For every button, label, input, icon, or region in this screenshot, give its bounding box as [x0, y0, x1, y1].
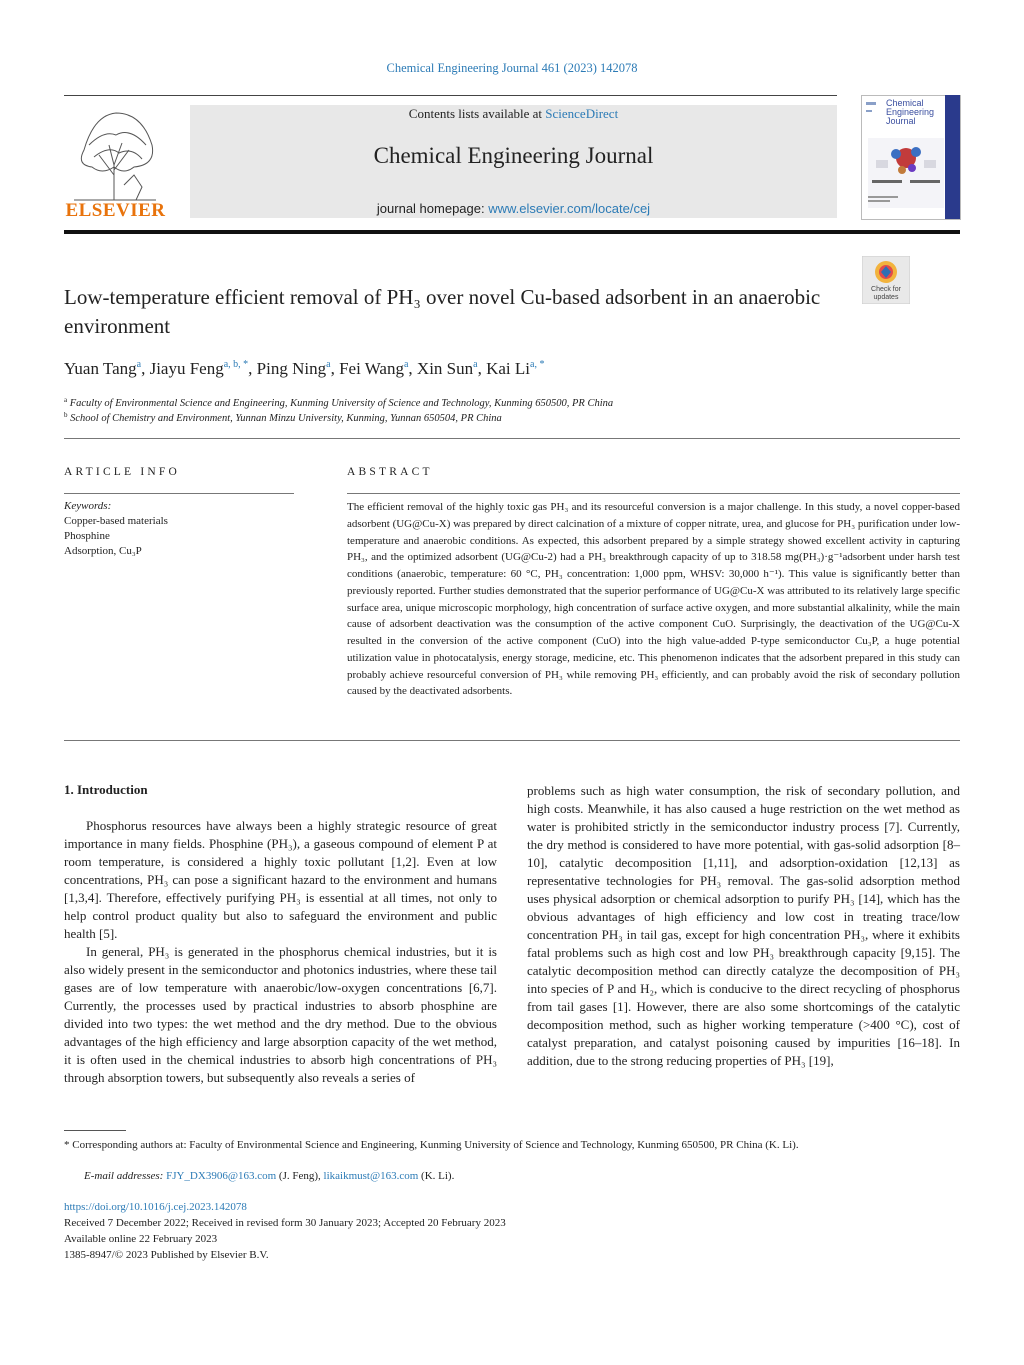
author-name[interactable]: Xin Sun [416, 359, 474, 378]
cover-title: Chemical Engineering Journal [886, 98, 935, 126]
author-sup[interactable]: a [136, 359, 142, 370]
author-name[interactable]: Jiayu Feng [149, 359, 224, 378]
keywords-block [64, 499, 294, 559]
contents-prefix: Contents lists available at [408, 106, 546, 121]
paragraph: problems such as high water consumption, the risk of secondary pollution, and high costs. Meanwhile, it has also caused a huge restriction on the wet method as water is prohibited strictly in the semiconductor industry process [7]. Currently, the dry method is considered to have more potential, with gas-solid adsorption [8–10], catalytic decomposition [1,11], and adsorption-oxidation [12,13] as representative technologies for PH₃ removal. The gas-solid adsorption method uses physical adsorption or chemical adsorption to purify PH₃ [14], which has the obvious advantages of high efficiency and low cost in treating trace/low concentration PH₃ in tail gas, except for high concentration PH₃, where it exhibits fatal problems such as high cost and low PH₃ breakthrough capacity [9,15]. The catalytic decomposition method can directly catalyze the decomposition of PH₃ into species of P and H₂, which is conducive to the direct recycling of phosphorus from tail gases [1]. However, there are also some shortcomings of the catalytic decomposition method, such as higher working temperature (>400 °C), cost of catalyst preparation, and catalyst poisoning caused by impurities [16–18]. In addition, due to the strong reducing properties of PH₃ [19], [527, 783, 960, 1068]
header-thick-rule [64, 230, 960, 234]
email-line [84, 1170, 960, 1182]
affiliation-text: Faculty of Environmental Science and Engineering, Kunming University of Science and Technology, Kunming 650500, PR China [69, 398, 614, 409]
author-sup[interactable]: a [473, 359, 478, 370]
keywords-label: Keywords: [64, 500, 112, 512]
author-name[interactable]: Yuan Tang [64, 359, 137, 378]
email-owner: (J. Feng), [276, 1170, 324, 1182]
homepage-link[interactable]: www.elsevier.com/locate/cej [488, 201, 651, 216]
section-rule [64, 438, 960, 439]
doi-link[interactable]: https://doi.org/10.1016/j.cej.2023.142078 [64, 1201, 247, 1213]
check-updates-label[interactable]: Check for updates [871, 286, 901, 301]
article-info-rule [64, 493, 294, 494]
sciencedirect-link[interactable]: ScienceDirect [545, 106, 619, 121]
body-column-left [64, 817, 497, 1087]
article-title: Low-temperature efficient removal of PH₃ over novel Cu-based adsorbent in an anaerobic environment [64, 285, 821, 338]
abstract-text: The efficient removal of the highly toxic gas PH₃ and its resourceful conversion is a major challenge. In this study, a novel copper-based adsorbent (UG@Cu-X) was prepared by direct calcination of a mixture of copper nitrate, urea, and glucose for PH₃ purification under low-temperature and anaerobic conditions. As expected, this adsorbent prepared by a simple strategy showed excellent activity in capturing PH₃, and the optimized adsorbent (UG@Cu-2) had a PH₃ breakthrough capacity of up to 318.58 mg(PH₃)·g⁻¹adsorbent under harsh test conditions (anaerobic, temperature: 60 °C, PH₃ concentration: 1,000 ppm, WHSV: 30,000 h⁻¹). This value is significantly better than previously reported. Further studies demonstrated that the superior performance of UG@Cu-X was attributed to its relatively large specific surface area, unique microscopic morphology, high concentration of surface active oxygen, and more substantial alkalinity, while the main cause of adsorbent deactivation was the consumption of the active component CuO. Surprisingly, the deactivation of the UG@Cu-X resulted in the conversion of the active component (CuO) into the high value-added P-type semiconductor Cu₃P, a huge potential utilization value in photocatalysis, energy storage, medicine, etc. This phenomenon indicates that the adsorbent prepared in this study can probably achieve resourceful conversion of PH₃ while removing PH₃ efficiently, and can probably avoid the risk of secondary pollution caused by the deactivated adsorbents. [347, 501, 960, 698]
homepage-line [190, 201, 837, 216]
journal-name: Chemical Engineering Journal [373, 143, 654, 168]
body-column-right [527, 782, 960, 1070]
email-owner: (K. Li). [418, 1170, 455, 1182]
publisher-logo-text: ELSEVIER [65, 200, 166, 221]
abstract-bottom-rule [64, 740, 960, 741]
author-name[interactable]: Ping Ning [256, 359, 327, 378]
article-info-heading: ARTICLE INFO [64, 466, 180, 478]
affiliation [64, 396, 944, 409]
author-sup[interactable]: a, * [530, 359, 545, 370]
keyword: Phosphine [64, 530, 110, 542]
journal-reference[interactable]: Chemical Engineering Journal 461 (2023) 142078 [386, 61, 638, 75]
author-sup[interactable]: a [403, 359, 409, 370]
email-link[interactable]: likaikmust@163.com [323, 1170, 419, 1182]
author-list: Yuan Tang$^a$, Jiayu Feng$^{a, b, *}$, Ping Ning$^a$, Fei Wang$^a$, Xin Sun$^a$, Kai $Li^{a, *}$ [64, 359, 545, 378]
email-label: E-mail addresses: [84, 1170, 167, 1182]
author-name[interactable]: Kai Li [486, 359, 530, 378]
abstract-heading: ABSTRACT [347, 466, 433, 478]
contents-line [190, 106, 837, 122]
affiliation-text: School of Chemistry and Environment, Yunnan Minzu University, Kunming, Yunnan 650504, PR China [70, 413, 502, 424]
corresponding-footnote: * Corresponding authors at: Faculty of Environmental Science and Engineering, Kunming University of Science and Technology, Kunming 650500, PR China (K. Li). [64, 1139, 799, 1151]
homepage-prefix: journal homepage: [376, 201, 489, 216]
author-sup[interactable]: a, b, * [223, 359, 249, 370]
author-sup[interactable]: a [326, 359, 331, 370]
section-heading: 1. Introduction [64, 782, 148, 797]
footnote-rule [64, 1130, 126, 1131]
email-link[interactable]: FJY_DX3906@163.com [166, 1170, 277, 1182]
affiliation-sup: b [64, 411, 68, 419]
received-dates: Received 7 December 2022; Received in revised form 30 January 2023; Accepted 20 February 2023 [64, 1217, 506, 1229]
header-rule [64, 95, 837, 96]
paragraph: Phosphorus resources have always been a highly strategic resource of great importance in many fields. Phosphine (PH₃), a gaseous compound of element P at room temperature, is considered a highly toxic pollutant [1,2]. Even at low concentrations, PH₃ can pose a significant hazard to the environment and humans [1,3,4]. Therefore, effectively purifying PH₃ is essential at all times, not only to help control product quality but also to safeguard the environment and public health [5]. [64, 818, 497, 941]
abstract-rule [347, 493, 960, 494]
affiliation [64, 411, 944, 424]
cover-strip [945, 95, 960, 219]
author-name[interactable]: Fei Wang [339, 359, 404, 378]
copyright: 1385-8947/© 2023 Published by Elsevier B.V. [64, 1249, 269, 1261]
affiliation-sup: a [64, 396, 68, 404]
keyword: Adsorption, Cu₃P [64, 545, 142, 557]
available-online: Available online 22 February 2023 [64, 1233, 218, 1245]
keyword: Copper-based materials [64, 515, 168, 527]
paragraph: In general, PH₃ is generated in the phosphorus chemical industries, but it is also widely present in the semiconductor and photonics industries, where these tail gases are of low temperature with anaerobic/low-oxygen concentrations [6,7]. Currently, the processes used by practical industries to absorb phosphine are divided into two types: the wet method and the dry method. Due to the obvious advantages of the high efficiency and large absorption capacity of the wet method, it is often used in the chemical industries to absorb high concentrations of PH₃ through absorption towers, but subsequently also reveals a series of [64, 944, 497, 1085]
